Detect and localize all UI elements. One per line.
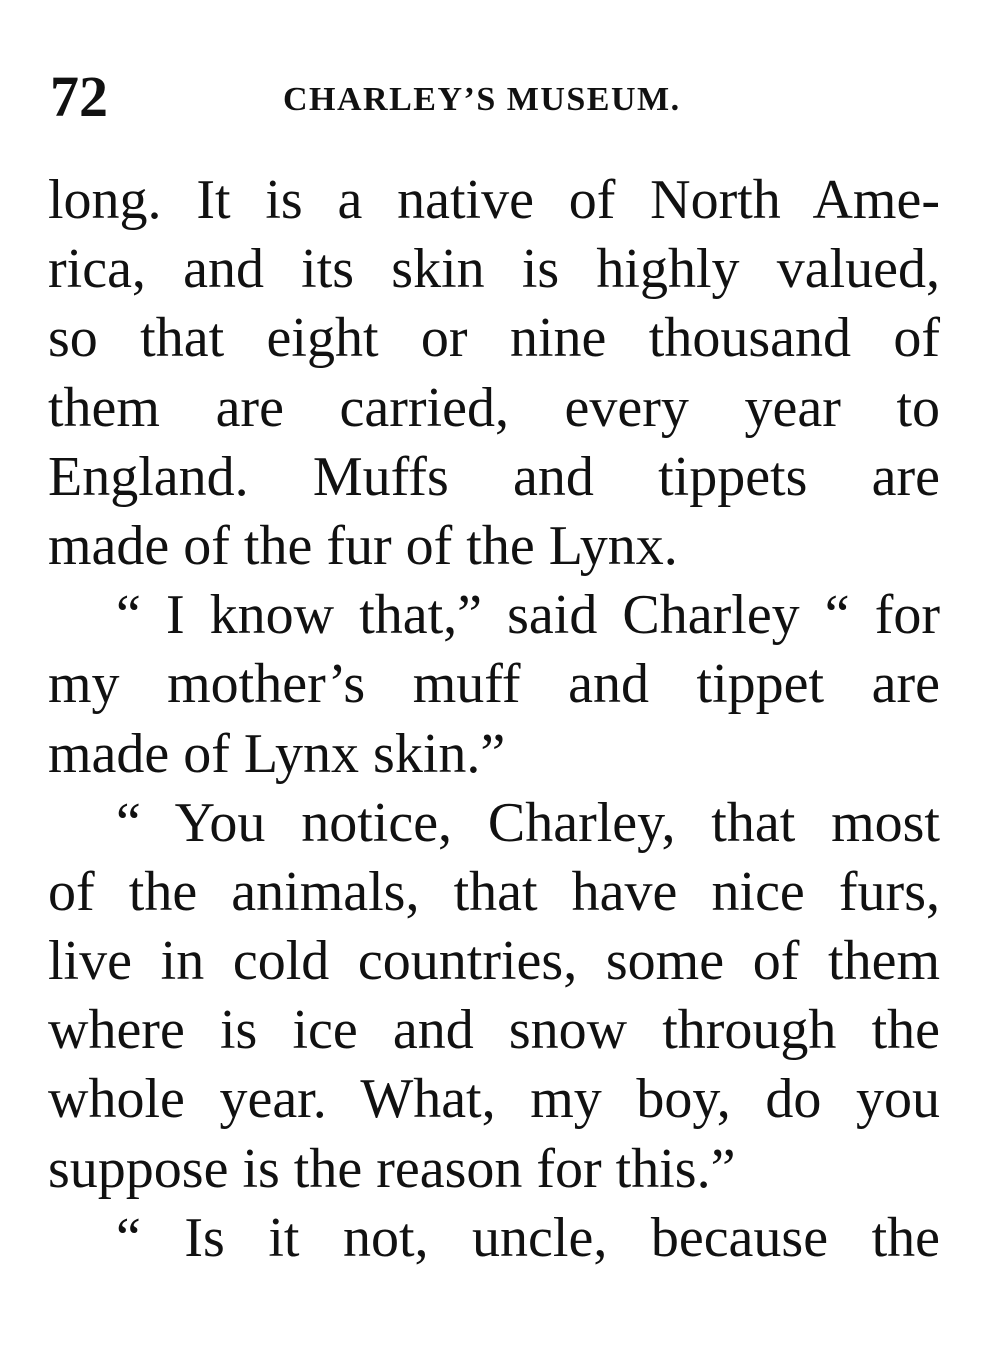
text-line: rica, and its skin is highly valued,: [48, 238, 940, 301]
text-line: of the animals, that have nice furs,: [48, 860, 940, 923]
page-header: [50, 62, 940, 132]
text-line: my mother’s muff and tippet are: [48, 653, 940, 716]
text-line: “ Is it not, uncle, because the: [116, 1206, 940, 1269]
text-line: made of the fur of the Lynx.: [48, 514, 678, 577]
running-title: CHARLEY’S MUSEUM.: [283, 81, 681, 118]
text-line: live in cold countries, some of them: [48, 930, 940, 993]
body-text: [48, 166, 940, 1273]
text-line: England. Muffs and tippets are: [48, 445, 940, 508]
text-line: whole year. What, my boy, do you: [48, 1068, 940, 1131]
text-line: suppose is the reason for this.”: [48, 1137, 736, 1200]
text-line: where is ice and snow through the: [48, 999, 940, 1062]
text-line: “ I know that,” said Charley “ for: [116, 584, 940, 647]
text-line: so that eight or nine thousand of: [48, 307, 940, 370]
page-number: 72: [50, 64, 108, 129]
text-line: long. It is a native of North Ame-: [48, 169, 940, 231]
text-line: them are carried, every year to: [48, 376, 940, 439]
text-line: “ You notice, Charley, that most: [116, 791, 940, 854]
text-line: made of Lynx skin.”: [48, 722, 506, 785]
